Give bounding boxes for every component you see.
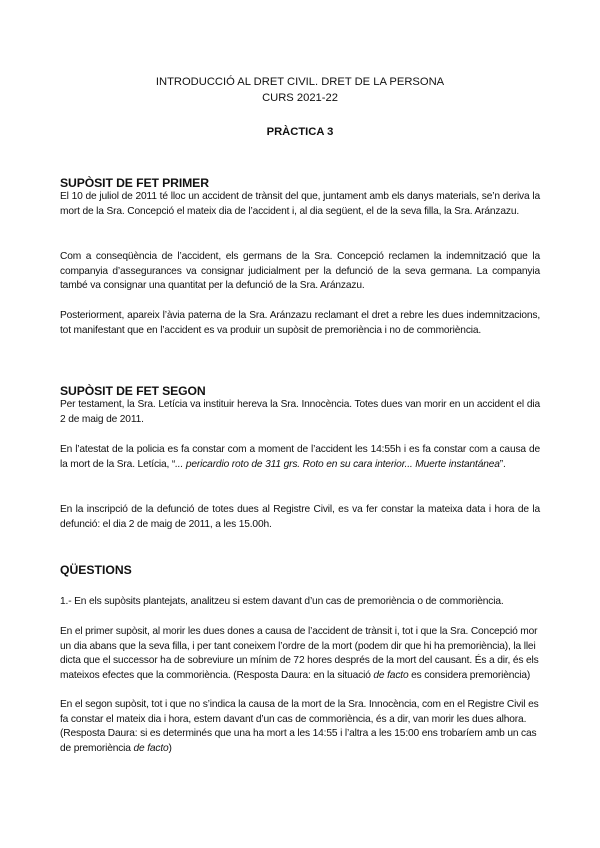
section1-paragraph-3: Posteriorment, apareix l’àvia paterna de la Sra. Aránzazu reclamant el dret a rebre les dues indemnitzacions, tot manifestant que en l’accident es va produir un supòsit de premoriència i no de commoriència. [60, 310, 540, 336]
document-title: INTRODUCCIÓ AL DRET CIVIL. DRET DE LA PERSONA [155, 76, 445, 88]
question-1: 1.- En els supòsits plantejats, analitzeu si estem davant d’un cas de premoriència o de commoriència. [60, 596, 504, 607]
section1-paragraph-2: Com a conseqüència de l’accident, els germans de la Sra. Concepció reclamen la indemnització que la companyia d’assegurances va consignar judicialment per la defunció de la seva germana. La companyia també va consignar una quantitat per la defunció de la Sra. Aránzazu. [60, 251, 540, 292]
section2-title: SUPÒSIT DE FET SEGON [60, 384, 206, 398]
section1-paragraph-1: El 10 de juliol de 2011 té lloc un accident de trànsit del que, juntament amb els danys materials, se’n deriva la mort de la Sra. Concepció el mateix dia de l’accident i, al dia següent, el de la seva filla, la Sra. Aránzazu. [60, 191, 540, 217]
section2-paragraph-3: En la inscripció de la defunció de totes dues al Registre Civil, es va fer constar la mateixa data i hora de la defunció: el dia 2 de maig de 2011, a les 15.00h. [60, 504, 540, 530]
section1-title: SUPÒSIT DE FET PRIMER [60, 176, 209, 190]
answer-2: En el segon supòsit, tot i que no s’indica la causa de la mort de la Sra. Innocència, com en el Registre Civil es fa constar el mateix dia i hora, estem davant d’un cas de commoriència, és a dir, van morir les dues alhora. (Resposta Daura: si es determinés que una ha mort a les 14:55 i l’altra a les 15:00 ens trobaríem amb un cas de premoriència de facto) [60, 699, 539, 754]
autopsy-quote: ... pericardio roto de 311 grs. Roto en su cara interior... Muerte instantánea [175, 458, 500, 470]
questions-title: QÜESTIONS [60, 563, 132, 577]
section2-paragraph-2: En l’atestat de la policia es fa constar com a moment de l’accident les 14:55h i es fa constar com a causa de la mort de la Sra. Letícia, “... pericardio roto de 311 grs. Roto en su cara interior... Muerte instantánea”. [60, 444, 540, 470]
course-label: CURS 2021-22 [262, 92, 338, 104]
practica-label: PRÀCTICA 3 [266, 126, 334, 138]
answer-1: En el primer supòsit, al morir les dues dones a causa de l’accident de trànsit i, tot i que la Sra. Concepció mor un dia abans que la seva filla, i per tant coneixem l’ordre de la mort (podem dir que hi ha premoriència), la llei dicta que el successor ha de sobreviure un mínim de 72 hores després de la mort del causant. És a dir, és els mateixos efectes que la commoriència. (Resposta Daura: en la situació de facto es considera premoriència) [60, 626, 539, 681]
section2-paragraph-1: Per testament, la Sra. Letícia va instituir hereva la Sra. Innocència. Totes dues van morir en un accident el dia 2 de maig de 2011. [60, 399, 540, 425]
